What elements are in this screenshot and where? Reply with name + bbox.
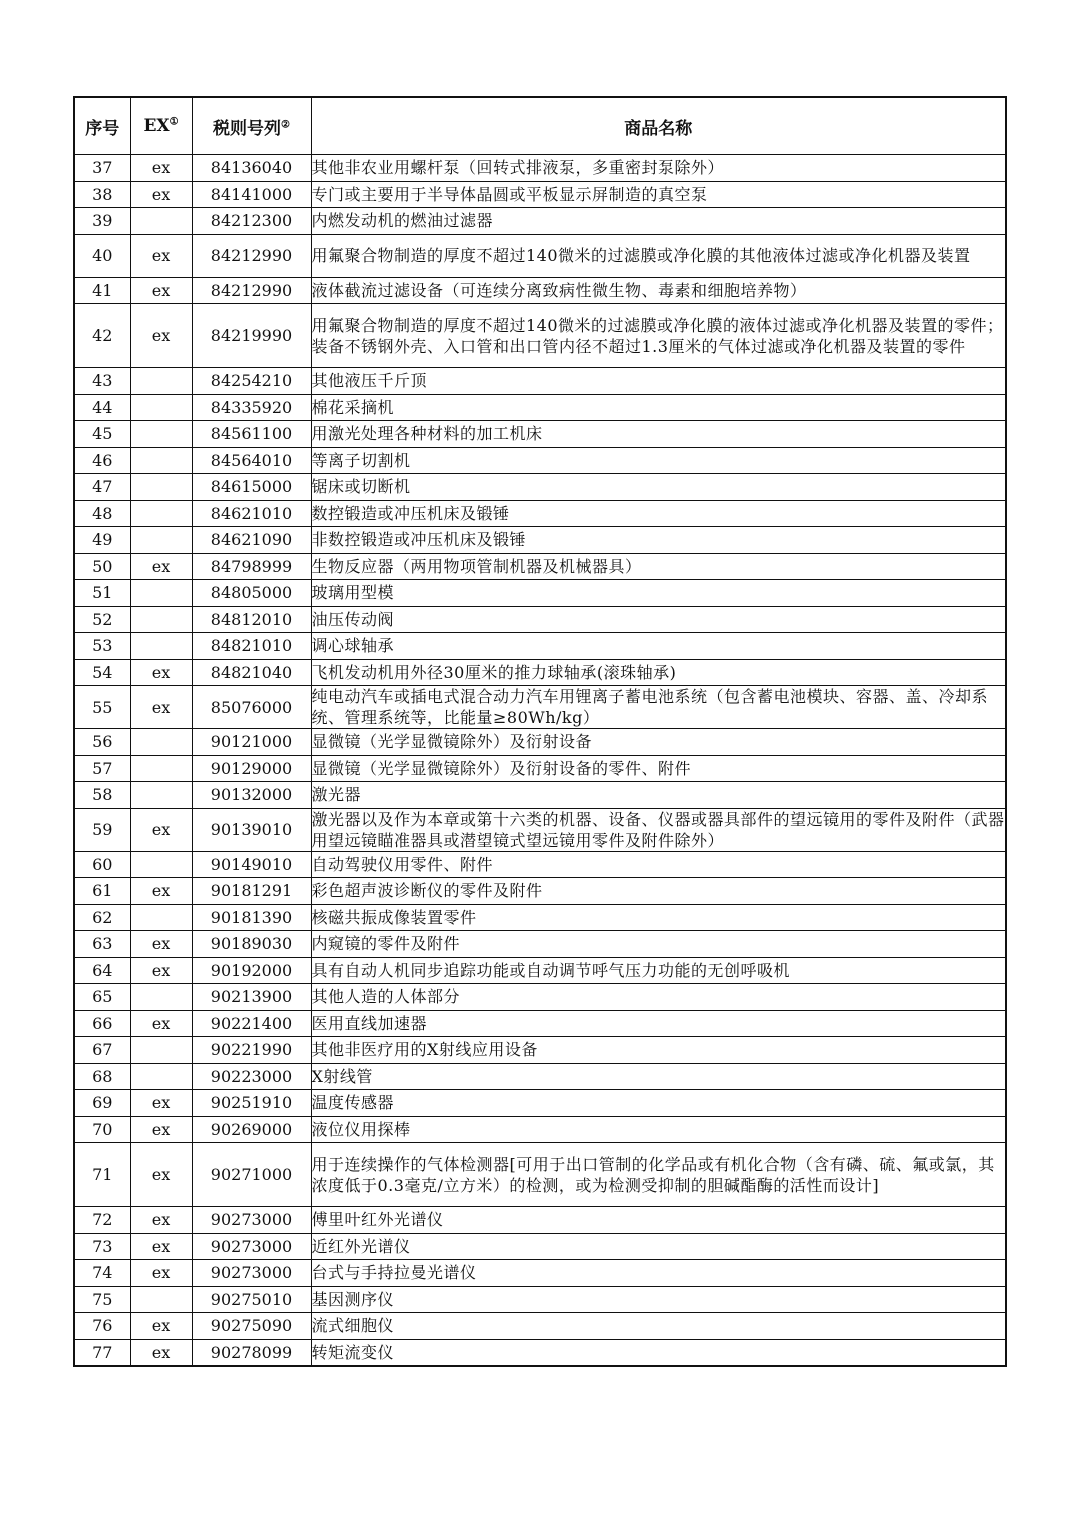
table-row (74, 394, 1006, 421)
product-name-cell: 用氟聚合物制造的厚度不超过140微米的过滤膜或净化膜的液体过滤或净化机器及装置的零件；装备不锈钢外壳、入口管和出口管内径不超过1.3厘米的气体过滤或净化机器及装置的零件 (311, 304, 1006, 368)
serial-no-cell: 47 (74, 474, 130, 501)
table-row (74, 155, 1006, 182)
tariff-code-cell: 90221990 (192, 1037, 311, 1064)
table-row (74, 782, 1006, 809)
tariff-code-cell: 84821040 (192, 659, 311, 686)
table-row (74, 421, 1006, 448)
table-row (74, 1313, 1006, 1340)
ex-cell: ex (130, 277, 192, 304)
ex-cell: ex (130, 686, 192, 729)
serial-no-cell: 72 (74, 1207, 130, 1234)
tariff-code-cell: 84141000 (192, 181, 311, 208)
product-name-cell: 彩色超声波诊断仪的零件及附件 (311, 878, 1006, 905)
serial-no-cell: 39 (74, 208, 130, 235)
product-name-cell: 自动驾驶仪用零件、附件 (311, 851, 1006, 878)
ex-cell (130, 394, 192, 421)
product-name-cell: 温度传感器 (311, 1090, 1006, 1117)
ex-cell: ex (130, 1260, 192, 1287)
table-row (74, 931, 1006, 958)
product-name-cell: 内燃发动机的燃油过滤器 (311, 208, 1006, 235)
ex-cell: ex (130, 181, 192, 208)
ex-cell: ex (130, 931, 192, 958)
ex-cell (130, 782, 192, 809)
product-name-cell: 生物反应器（两用物项管制机器及机械器具） (311, 553, 1006, 580)
serial-no-cell: 57 (74, 755, 130, 782)
tariff-code-cell: 84136040 (192, 155, 311, 182)
ex-cell: ex (130, 1339, 192, 1366)
footnote-marker-1: ① (169, 116, 179, 128)
serial-no-cell: 49 (74, 527, 130, 554)
ex-cell (130, 500, 192, 527)
product-name-cell: X射线管 (311, 1063, 1006, 1090)
serial-no-cell: 65 (74, 984, 130, 1011)
tariff-code-cell: 90132000 (192, 782, 311, 809)
serial-no-cell: 51 (74, 580, 130, 607)
tariff-code-cell: 84335920 (192, 394, 311, 421)
ex-cell: ex (130, 659, 192, 686)
header-ex: EX① (130, 97, 192, 155)
table-row (74, 1286, 1006, 1313)
tariff-code-cell: 90129000 (192, 755, 311, 782)
table-row (74, 1090, 1006, 1117)
product-name-cell: 飞机发动机用外径30厘米的推力球轴承(滚珠轴承) (311, 659, 1006, 686)
tariff-code-cell: 90275010 (192, 1286, 311, 1313)
product-name-cell: 液体截流过滤设备（可连续分离致病性微生物、毒素和细胞培养物） (311, 277, 1006, 304)
serial-no-cell: 75 (74, 1286, 130, 1313)
serial-no-cell: 40 (74, 234, 130, 277)
ex-cell (130, 474, 192, 501)
serial-no-cell: 74 (74, 1260, 130, 1287)
tariff-code-cell: 90275090 (192, 1313, 311, 1340)
table-row (74, 181, 1006, 208)
product-name-cell: 棉花采摘机 (311, 394, 1006, 421)
serial-no-cell: 61 (74, 878, 130, 905)
table-row (74, 277, 1006, 304)
ex-cell (130, 368, 192, 395)
table-row (74, 368, 1006, 395)
footnote-marker-2: ② (281, 118, 290, 130)
ex-cell (130, 755, 192, 782)
header-serial-no: 序号 (74, 97, 130, 155)
tariff-code-cell: 90181390 (192, 904, 311, 931)
tariff-code-cell: 84621010 (192, 500, 311, 527)
product-name-cell: 非数控锻造或冲压机床及锻锤 (311, 527, 1006, 554)
table-row (74, 984, 1006, 1011)
serial-no-cell: 69 (74, 1090, 130, 1117)
table-body (74, 155, 1006, 1367)
ex-cell (130, 633, 192, 660)
tariff-code-cell: 90181291 (192, 878, 311, 905)
table-header (74, 97, 1006, 155)
tariff-code-cell: 84212300 (192, 208, 311, 235)
product-name-cell: 用于连续操作的气体检测器[可用于出口管制的化学品或有机化合物（含有磷、硫、氟或氯，其浓度低于0.3毫克/立方米）的检测，或为检测受抑制的胆碱酯酶的活性而设计] (311, 1143, 1006, 1207)
serial-no-cell: 67 (74, 1037, 130, 1064)
ex-cell (130, 447, 192, 474)
ex-cell: ex (130, 1116, 192, 1143)
product-name-cell: 激光器 (311, 782, 1006, 809)
tariff-code-cell: 84615000 (192, 474, 311, 501)
product-name-cell: 纯电动汽车或插电式混合动力汽车用锂离子蓄电池系统（包含蓄电池模块、容器、盖、冷却系统、管理系统等，比能量≥80Wh/kg） (311, 686, 1006, 729)
tariff-code-cell: 90271000 (192, 1143, 311, 1207)
product-name-cell: 显微镜（光学显微镜除外）及衍射设备 (311, 729, 1006, 756)
tariff-code-cell: 84254210 (192, 368, 311, 395)
ex-cell (130, 729, 192, 756)
ex-cell (130, 1037, 192, 1064)
product-name-cell: 基因测序仪 (311, 1286, 1006, 1313)
product-name-cell: 用氟聚合物制造的厚度不超过140微米的过滤膜或净化膜的其他液体过滤或净化机器及装置 (311, 234, 1006, 277)
tariff-code-cell: 90269000 (192, 1116, 311, 1143)
serial-no-cell: 71 (74, 1143, 130, 1207)
tariff-code-cell: 90139010 (192, 808, 311, 851)
ex-cell: ex (130, 1233, 192, 1260)
table-row (74, 527, 1006, 554)
product-name-cell: 转矩流变仪 (311, 1339, 1006, 1366)
ex-cell: ex (130, 1090, 192, 1117)
product-name-cell: 核磁共振成像装置零件 (311, 904, 1006, 931)
product-name-cell: 傅里叶红外光谱仪 (311, 1207, 1006, 1234)
tariff-code-cell: 90223000 (192, 1063, 311, 1090)
product-name-cell: 流式细胞仪 (311, 1313, 1006, 1340)
product-name-cell: 专门或主要用于半导体晶圆或平板显示屏制造的真空泵 (311, 181, 1006, 208)
ex-cell (130, 527, 192, 554)
table-row (74, 1037, 1006, 1064)
table-row (74, 1233, 1006, 1260)
serial-no-cell: 70 (74, 1116, 130, 1143)
tariff-code-cell: 84805000 (192, 580, 311, 607)
serial-no-cell: 53 (74, 633, 130, 660)
tariff-code-cell: 84621090 (192, 527, 311, 554)
product-name-cell: 油压传动阀 (311, 606, 1006, 633)
ex-cell (130, 606, 192, 633)
product-name-cell: 其他液压千斤顶 (311, 368, 1006, 395)
serial-no-cell: 58 (74, 782, 130, 809)
ex-cell: ex (130, 1313, 192, 1340)
product-name-cell: 调心球轴承 (311, 633, 1006, 660)
tariff-code-cell: 90149010 (192, 851, 311, 878)
serial-no-cell: 63 (74, 931, 130, 958)
serial-no-cell: 59 (74, 808, 130, 851)
table-row (74, 553, 1006, 580)
table-row (74, 580, 1006, 607)
product-name-cell: 台式与手持拉曼光谱仪 (311, 1260, 1006, 1287)
header-tariff-code: 税则号列② (192, 97, 311, 155)
serial-no-cell: 77 (74, 1339, 130, 1366)
ex-cell: ex (130, 234, 192, 277)
tariff-code-cell: 84821010 (192, 633, 311, 660)
tariff-code-cell: 90192000 (192, 957, 311, 984)
table-row (74, 957, 1006, 984)
tariff-code-cell: 90273000 (192, 1233, 311, 1260)
tariff-code-cell: 90213900 (192, 984, 311, 1011)
serial-no-cell: 50 (74, 553, 130, 580)
table-row (74, 1207, 1006, 1234)
table-row (74, 234, 1006, 277)
ex-cell: ex (130, 878, 192, 905)
table-row (74, 474, 1006, 501)
tariff-code-cell: 90221400 (192, 1010, 311, 1037)
table-row (74, 633, 1006, 660)
ex-cell: ex (130, 553, 192, 580)
product-name-cell: 液位仪用探棒 (311, 1116, 1006, 1143)
serial-no-cell: 46 (74, 447, 130, 474)
ex-cell (130, 1286, 192, 1313)
ex-cell (130, 851, 192, 878)
tariff-code-cell: 90278099 (192, 1339, 311, 1366)
ex-cell (130, 1063, 192, 1090)
serial-no-cell: 60 (74, 851, 130, 878)
product-name-cell: 医用直线加速器 (311, 1010, 1006, 1037)
ex-cell (130, 208, 192, 235)
table-row (74, 878, 1006, 905)
goods-table (73, 96, 1007, 1367)
product-name-cell: 内窥镜的零件及附件 (311, 931, 1006, 958)
serial-no-cell: 73 (74, 1233, 130, 1260)
ex-cell: ex (130, 304, 192, 368)
header-product-name: 商品名称 (311, 97, 1006, 155)
tariff-code-cell: 85076000 (192, 686, 311, 729)
table-row (74, 659, 1006, 686)
tariff-code-cell: 84561100 (192, 421, 311, 448)
table-row (74, 1260, 1006, 1287)
table-row (74, 729, 1006, 756)
product-name-cell: 其他非医疗用的X射线应用设备 (311, 1037, 1006, 1064)
ex-cell: ex (130, 1143, 192, 1207)
product-name-cell: 用激光处理各种材料的加工机床 (311, 421, 1006, 448)
tariff-code-cell: 90189030 (192, 931, 311, 958)
tariff-code-cell: 90273000 (192, 1207, 311, 1234)
product-name-cell: 具有自动人机同步追踪功能或自动调节呼气压力功能的无创呼吸机 (311, 957, 1006, 984)
tariff-code-cell: 84219990 (192, 304, 311, 368)
serial-no-cell: 45 (74, 421, 130, 448)
tariff-code-cell: 90273000 (192, 1260, 311, 1287)
serial-no-cell: 38 (74, 181, 130, 208)
ex-cell (130, 421, 192, 448)
tariff-code-cell: 90251910 (192, 1090, 311, 1117)
tariff-code-cell: 90121000 (192, 729, 311, 756)
product-name-cell: 数控锻造或冲压机床及锻锤 (311, 500, 1006, 527)
serial-no-cell: 55 (74, 686, 130, 729)
serial-no-cell: 62 (74, 904, 130, 931)
serial-no-cell: 68 (74, 1063, 130, 1090)
table-row (74, 606, 1006, 633)
product-name-cell: 其他非农业用螺杆泵（回转式排液泵，多重密封泵除外） (311, 155, 1006, 182)
ex-cell: ex (130, 808, 192, 851)
table-row (74, 447, 1006, 474)
product-name-cell: 激光器以及作为本章或第十六类的机器、设备、仪器或器具部件的望远镜用的零件及附件（武器用望远镜瞄准器具或潜望镜式望远镜用零件及附件除外） (311, 809, 1005, 850)
serial-no-cell: 43 (74, 368, 130, 395)
ex-cell: ex (130, 155, 192, 182)
table-row (74, 686, 1006, 729)
ex-cell (130, 984, 192, 1011)
serial-no-cell: 48 (74, 500, 130, 527)
ex-cell (130, 904, 192, 931)
product-name-cell: 锯床或切断机 (311, 474, 1006, 501)
table-row (74, 1010, 1006, 1037)
serial-no-cell: 42 (74, 304, 130, 368)
table-row (74, 808, 1006, 851)
serial-no-cell: 56 (74, 729, 130, 756)
product-name-cell: 玻璃用型模 (311, 580, 1006, 607)
table-row (74, 1116, 1006, 1143)
ex-cell: ex (130, 957, 192, 984)
ex-cell: ex (130, 1207, 192, 1234)
serial-no-cell: 76 (74, 1313, 130, 1340)
product-name-cell: 等离子切割机 (311, 447, 1006, 474)
table-row (74, 1063, 1006, 1090)
tariff-code-cell: 84564010 (192, 447, 311, 474)
table-row (74, 851, 1006, 878)
serial-no-cell: 41 (74, 277, 130, 304)
table-row (74, 904, 1006, 931)
tariff-code-cell: 84212990 (192, 234, 311, 277)
serial-no-cell: 52 (74, 606, 130, 633)
product-name-cell: 近红外光谱仪 (311, 1233, 1006, 1260)
product-name-cell: 其他人造的人体部分 (311, 984, 1006, 1011)
product-name-cell: 显微镜（光学显微镜除外）及衍射设备的零件、附件 (311, 755, 1006, 782)
ex-cell: ex (130, 1010, 192, 1037)
tariff-code-cell: 84812010 (192, 606, 311, 633)
table-row (74, 755, 1006, 782)
serial-no-cell: 54 (74, 659, 130, 686)
table-row (74, 1339, 1006, 1366)
ex-cell (130, 580, 192, 607)
table-row (74, 1143, 1006, 1207)
serial-no-cell: 37 (74, 155, 130, 182)
table-row (74, 500, 1006, 527)
serial-no-cell: 64 (74, 957, 130, 984)
serial-no-cell: 44 (74, 394, 130, 421)
table-row (74, 208, 1006, 235)
table-row (74, 304, 1006, 368)
tariff-code-cell: 84212990 (192, 277, 311, 304)
tariff-code-cell: 84798999 (192, 553, 311, 580)
serial-no-cell: 66 (74, 1010, 130, 1037)
